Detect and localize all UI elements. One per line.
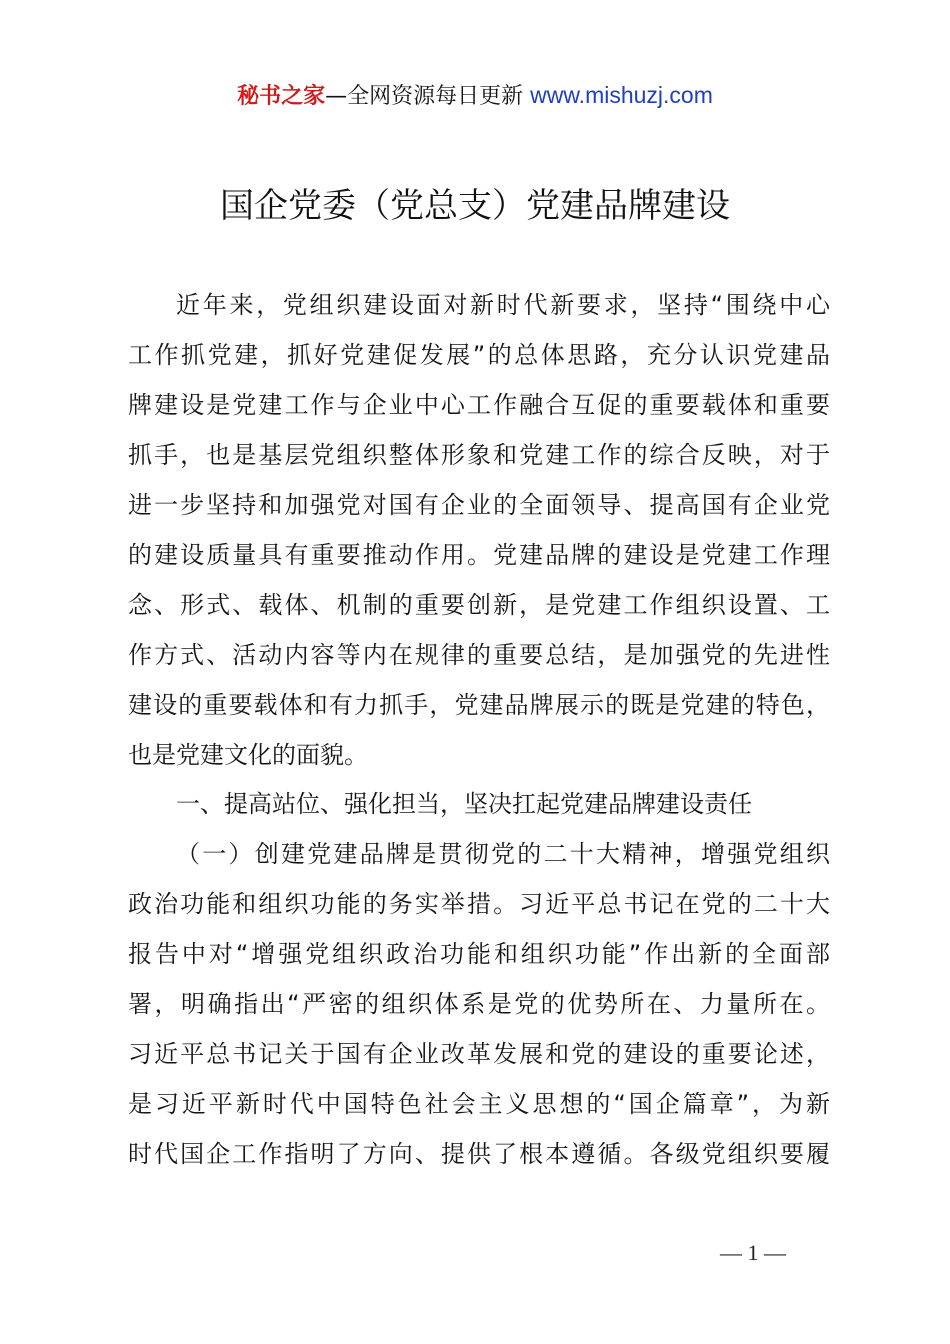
body-line: 报告中对“增强党组织政治功能和组织功能”作出新的全面部 xyxy=(128,940,830,968)
body-line: 作方式、活动内容等内在规律的重要总结，是加强党的先进性 xyxy=(128,641,830,669)
body-line: 习近平总书记关于国有企业改革发展和党的建设的重要论述， xyxy=(128,1040,830,1068)
body-line: 近年来，党组织建设面对新时代新要求，坚持“围绕中心 xyxy=(176,291,830,319)
body-line: 署，明确指出“严密的组织体系是党的优势所在、力量所在。 xyxy=(128,990,830,1018)
body-line: （一）创建党建品牌是贯彻党的二十大精神，增强党组织 xyxy=(176,840,830,868)
page-number: — 1 — xyxy=(720,1240,786,1265)
body-line: 念、形式、载体、机制的重要创新，是党建工作组织设置、工 xyxy=(128,591,830,619)
site-brand: 秘书之家 xyxy=(237,84,326,109)
document-title: 国企党委（党总支）党建品牌建设 xyxy=(220,186,730,226)
body-line: 政治功能和组织功能的务实举措。习近平总书记在党的二十大 xyxy=(128,890,830,918)
body-line: 抓手，也是基层党组织整体形象和党建工作的综合反映，对于 xyxy=(128,441,830,469)
site-tagline: —全网资源每日更新 xyxy=(325,84,531,109)
body-line: 也是党建文化的面貌。 xyxy=(128,741,368,769)
section-heading: 一、提高站位、强化担当，坚决扛起党建品牌建设责任 xyxy=(176,790,752,818)
body-line: 的建设质量具有重要推动作用。党建品牌的建设是党建工作理 xyxy=(128,541,830,569)
body-line: 建设的重要载体和有力抓手，党建品牌展示的既是党建的特色， xyxy=(128,691,830,719)
body-line: 进一步坚持和加强党对国有企业的全面领导、提高国有企业党 xyxy=(128,491,830,519)
body-line: 牌建设是党建工作与企业中心工作融合互促的重要载体和重要 xyxy=(128,391,830,419)
site-url-link[interactable]: www.mishuzj.com xyxy=(530,82,713,108)
body-line: 是习近平新时代中国特色社会主义思想的“国企篇章”，为新 xyxy=(128,1090,830,1118)
body-line: 时代国企工作指明了方向、提供了根本遵循。各级党组织要履 xyxy=(128,1140,830,1168)
site-header xyxy=(0,80,950,112)
body-line: 工作抓党建，抓好党建促发展”的总体思路，充分认识党建品 xyxy=(128,341,830,369)
